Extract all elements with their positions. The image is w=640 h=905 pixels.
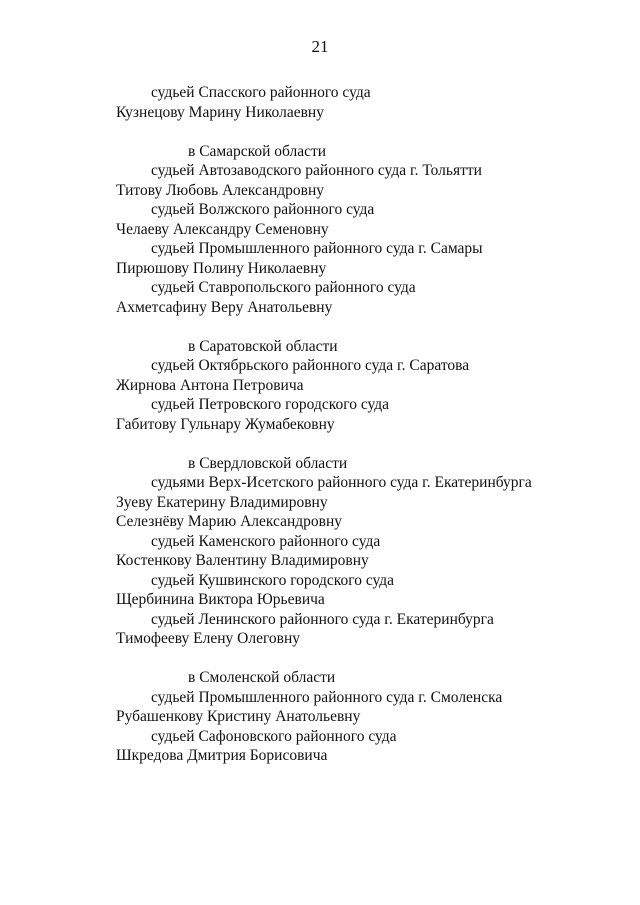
region-heading: в Свердловской области (188, 454, 348, 472)
court-position: судьей Сафоновского районного суда (151, 727, 397, 745)
page-number: 21 (311, 37, 329, 56)
judge-name: Жирнова Антона Петровича (116, 376, 304, 394)
court-position: судьей Кушвинского городского суда (151, 571, 395, 589)
judge-name: Костенкову Валентину Владимировну (116, 552, 369, 569)
court-position: судьей Волжского районного суда (151, 201, 375, 218)
court-position: судьей Ленинского районного суда г. Екатеринбурга (151, 610, 494, 628)
judge-name: Тимофееву Елену Олеговну (116, 630, 301, 647)
region-heading: в Саратовской области (188, 337, 338, 355)
judge-name: Шкредова Дмитрия Борисовича (116, 747, 328, 764)
judge-name: Пирюшову Полину Николаевну (116, 259, 327, 277)
judge-name: Габитову Гульнару Жумабековну (116, 415, 335, 433)
court-position: судьей Каменского районного суда (151, 532, 381, 550)
region-section (0, 122, 640, 317)
judge-name: Зуеву Екатерину Владимировну (116, 493, 328, 511)
document-body (0, 83, 640, 766)
court-position: судьей Петровского городского суда (151, 396, 390, 413)
judge-name: Селезнёву Марию Александровну (116, 513, 343, 530)
judge-name: Челаеву Александру Семеновну (116, 220, 329, 238)
region-section (0, 649, 640, 766)
region-heading: в Смоленской области (188, 669, 336, 686)
judge-name: Титову Любовь Александровну (116, 181, 325, 199)
court-position: судьей Спасского районного суда (151, 84, 371, 101)
section-spacer (0, 649, 640, 669)
judge-name: Рубашенкову Кристину Анатольевну (116, 708, 361, 725)
judge-name: Кузнецову Марину Николаевну (116, 103, 324, 121)
region-section (0, 317, 640, 434)
section-spacer (0, 434, 640, 454)
court-position: судьей Промышленного районного суда г. Смоленска (151, 688, 503, 706)
section-spacer (0, 317, 640, 337)
region-heading: в Самарской области (188, 142, 327, 160)
court-position: судьей Промышленного районного суда г. Самары (151, 240, 483, 257)
court-position: судьями Верх-Исетского районного суда г. Екатеринбурга (151, 474, 532, 491)
court-position: судьей Октябрьского районного суда г. Саратова (151, 357, 470, 374)
court-position: судьей Ставропольского районного суда (151, 279, 416, 296)
judge-name: Щербинина Виктора Юрьевича (116, 591, 325, 608)
section-spacer (0, 122, 640, 142)
court-position: судьей Автозаводского районного суда г. Тольятти (151, 162, 482, 179)
region-section (0, 434, 640, 649)
judge-name: Ахметсафину Веру Анатольевну (116, 298, 333, 316)
region-section (0, 83, 640, 122)
